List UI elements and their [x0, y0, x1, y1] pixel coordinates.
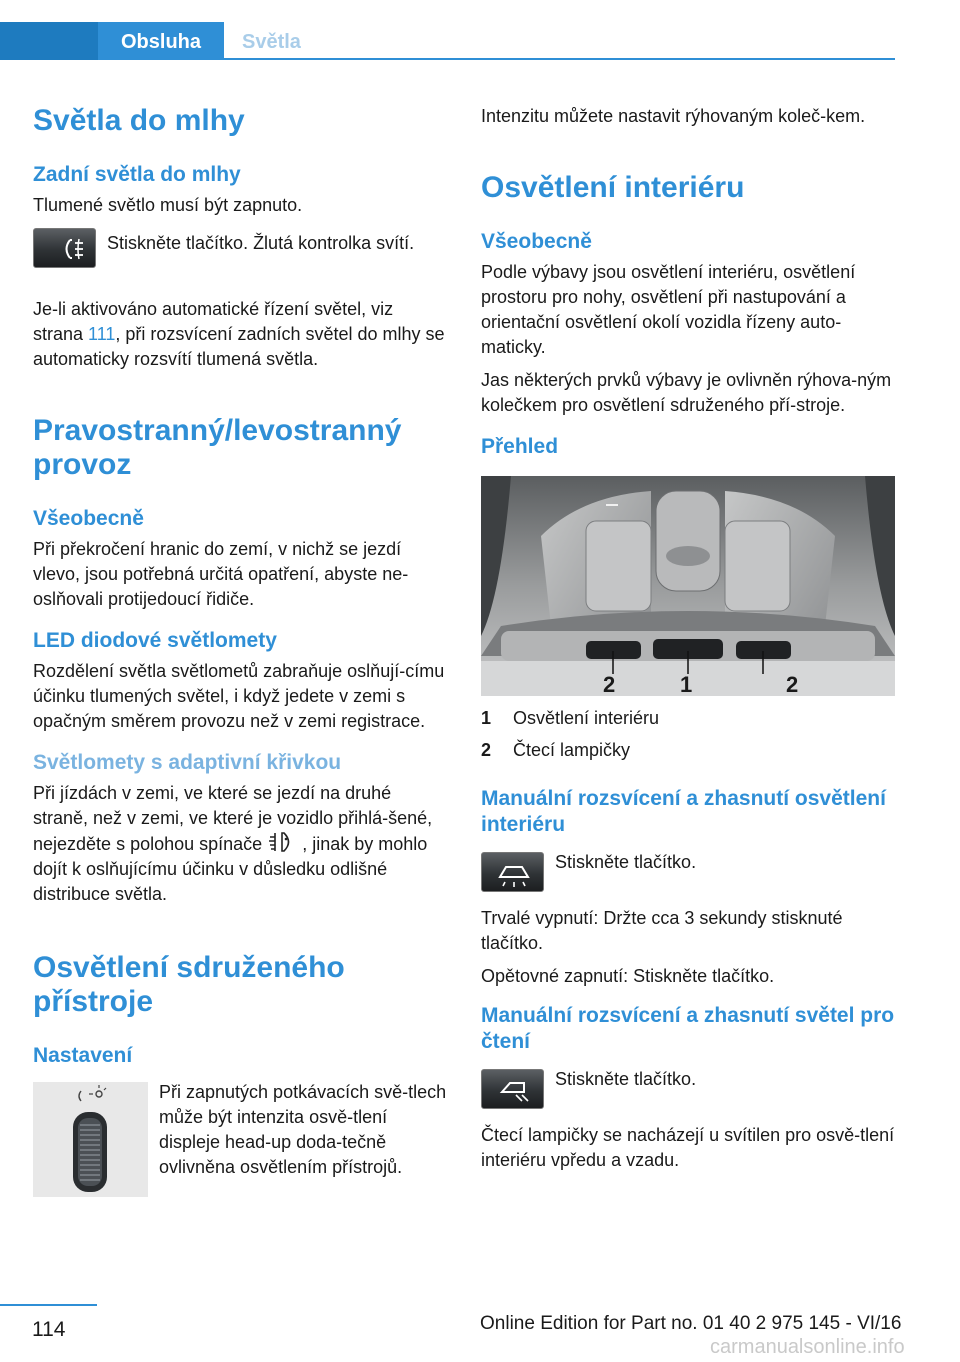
reading-light-button-row — [481, 1065, 896, 1115]
section-title-instrument-lighting: Osvětlení sdruženého přístroje — [33, 951, 345, 1018]
edition-text: Online Edition for Part no. 01 40 2 975 145 - VI/16 — [480, 1313, 902, 1334]
light-switch-icon — [267, 831, 297, 853]
subtitle-adaptive-headlights: Světlomety s adaptivní křivkou — [33, 751, 342, 774]
tab-svetla[interactable]: Světla — [242, 31, 301, 53]
legend-text: Čtecí lampičky — [513, 740, 631, 760]
thumbwheel-icon — [33, 1082, 148, 1197]
legend-number: 2 — [481, 740, 492, 760]
legend-item — [481, 740, 896, 772]
paragraph: Podle výbavy jsou osvětlení interiéru, osvětlení prostoru pro nohy, osvětlení při nastupování a orientační osvětlení okolí vozidla řízeny auto-maticky. — [481, 262, 856, 357]
header-tabs — [0, 0, 895, 62]
paragraph: Intenzitu můžete nastavit rýhovaným koleč-kem. — [481, 106, 866, 126]
paragraph: Rozdělení světla světlometů zabraňuje oslňují-címu účinku tlumených světel, i když jedete v zemi s opačným směrem provozu než v zemi registrace. — [33, 661, 445, 731]
callout-label: 2 — [786, 672, 799, 696]
reading-light-button-icon — [481, 1069, 544, 1109]
interior-light-button-row — [481, 848, 896, 898]
paragraph: Stiskněte tlačítko. — [555, 852, 697, 872]
paragraph: Jas některých prvků výbavy je ovlivněn rýhova-ným kolečkem pro osvětlení sdruženého pří-stroje. — [481, 370, 892, 415]
footer-rule — [0, 1304, 97, 1306]
callout-label: 2 — [603, 672, 616, 696]
subtitle-overview: Přehled — [481, 435, 559, 458]
paragraph: Stiskněte tlačítko. — [555, 1069, 697, 1089]
rear-fog-button-icon — [33, 228, 96, 268]
paragraph: Stiskněte tlačítko. Žlutá kontrolka svítí. — [107, 233, 415, 253]
subtitle-rear-fog-lights: Zadní světla do mlhy — [33, 163, 241, 186]
paragraph: Při překročení hranic do zemí, v nichž se jezdí vlevo, jsou potřebná určitá opatření, abyste ne-oslňovali protijedoucí řidiče. — [33, 539, 409, 609]
paragraph: Čtecí lampičky se nacházejí u svítilen pro osvě-tlení interiéru vpředu a vzadu. — [481, 1125, 895, 1170]
subtitle-led-headlights: LED diodové světlomety — [33, 629, 277, 652]
subtitle-general: Všeobecně — [481, 230, 592, 253]
section-title-traffic-side: Pravostranný/levostranný provoz — [33, 414, 402, 481]
callout-label: 1 — [680, 672, 693, 696]
subtitle-manual-interior-light: Manuální rozsvícení a zhasnutí osvětlení interiéru — [481, 787, 886, 836]
section-title-fog-lights: Světla do mlhy — [33, 104, 245, 137]
paragraph: Při zapnutých potkávacích svě-tlech může být intenzita osvě-tlení displeje head-up doda-tečně ovlivněna osvětlením přístrojů. — [159, 1082, 447, 1177]
text-run: Při jízdách v zemi, ve které se jezdí na druhé straně, než v zemi, ve které je vozidlo přihlá-šené, nejezděte s polohou spínače — [33, 783, 433, 854]
tab-obsluha[interactable]: Obsluha — [98, 22, 224, 60]
legend-item — [481, 708, 896, 740]
right-column — [481, 98, 896, 1173]
thumbwheel-row — [33, 1074, 448, 1224]
section-title-interior-lighting: Osvětlení interiéru — [481, 171, 745, 204]
text-run: Je-li aktivováno automatické řízení světel, viz strana — [33, 299, 394, 344]
legend-list — [481, 708, 896, 772]
text-run: , při rozsvícení zadních světel do mlhy se automaticky rozsvítí tlumená světla. — [33, 324, 445, 369]
watermark: carmanualsonline.info — [710, 1336, 905, 1358]
page-number: 114 — [32, 1318, 66, 1341]
paragraph: Tlumené světlo musí být zapnuto. — [33, 195, 303, 215]
paragraph — [33, 781, 448, 907]
subtitle-general: Všeobecně — [33, 507, 144, 530]
legend-number: 1 — [481, 708, 492, 728]
subtitle-settings: Nastavení — [33, 1044, 133, 1067]
subtitle-manual-reading-light: Manuální rozsvícení a zhasnutí světel pro čtení — [481, 1004, 895, 1053]
paragraph: Opětovné zapnutí: Stiskněte tlačítko. — [481, 966, 775, 986]
paragraph: Trvalé vypnutí: Držte cca 3 sekundy stisknuté tlačítko. — [481, 908, 843, 953]
interior-light-button-icon — [481, 852, 544, 892]
left-column — [33, 98, 448, 1224]
paragraph — [33, 297, 448, 372]
text-run: , jinak by mohlo dojít k oslňujícímu účinku v důsledku odlišné distribuce světla. — [33, 834, 428, 904]
fog-button-row — [33, 225, 448, 285]
interior-light-photo — [481, 476, 895, 696]
legend-text: Osvětlení interiéru — [513, 708, 660, 728]
page-link[interactable]: 111 — [88, 324, 116, 344]
